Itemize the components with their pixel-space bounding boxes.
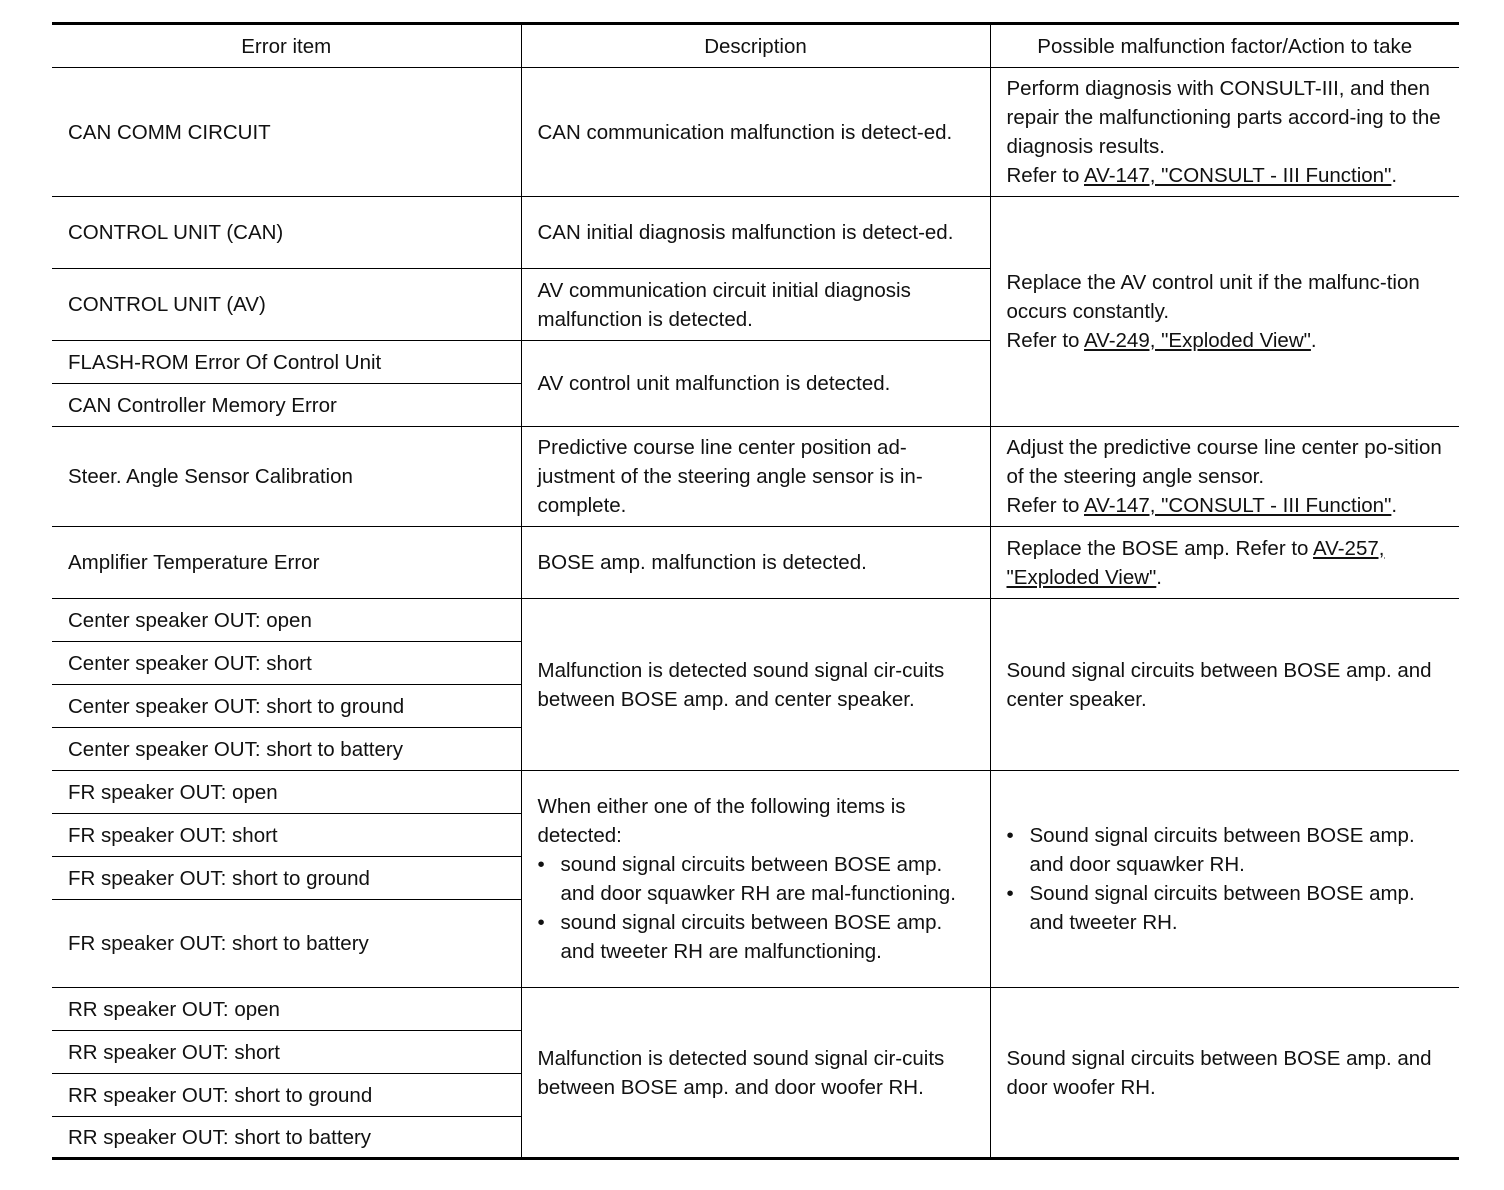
refer-prefix: Refer to [1006, 164, 1084, 187]
error-item-cell: Center speaker OUT: short to battery [52, 728, 521, 771]
description-cell: CAN communication malfunction is detect-ed. [521, 68, 990, 197]
error-item-cell: RR speaker OUT: open [52, 988, 521, 1031]
error-item-cell: RR speaker OUT: short to battery [52, 1117, 521, 1159]
header-error-item: Error item [52, 24, 521, 68]
description-cell: AV communication circuit initial diagnosis malfunction is detected. [521, 269, 990, 341]
reference-link[interactable]: AV-257, "Exploded View" [1006, 536, 1385, 589]
description-intro: When either one of the following items is detected: [537, 795, 906, 847]
error-item-cell: Steer. Angle Sensor Calibration [52, 427, 521, 527]
header-action: Possible malfunction factor/Action to take [990, 24, 1459, 68]
error-item-cell: FR speaker OUT: short to ground [52, 857, 521, 900]
reference-link[interactable]: AV-249, "Exploded View" [1084, 329, 1311, 352]
error-item-cell: FR speaker OUT: short to battery [52, 900, 521, 988]
action-text: Replace the AV control unit if the malfunc-tion occurs constantly. [1006, 271, 1420, 323]
error-item-cell: CONTROL UNIT (AV) [52, 269, 521, 341]
refer-suffix: . [1391, 494, 1398, 517]
action-cell: Sound signal circuits between BOSE amp. and center speaker. [990, 599, 1459, 771]
table-row [52, 427, 1459, 527]
description-cell: Predictive course line center position ad-justment of the steering angle sensor is in-complete. [521, 427, 990, 527]
action-text: Adjust the predictive course line center po-sition of the steering angle sensor. [1006, 436, 1442, 488]
description-cell: Malfunction is detected sound signal cir-cuits between BOSE amp. and door woofer RH. [521, 988, 990, 1159]
action-text: Perform diagnosis with CONSULT-III, and then repair the malfunctioning parts accord-ing to the diagnosis results. [1006, 77, 1441, 158]
error-item-cell: Center speaker OUT: short [52, 642, 521, 685]
error-item-cell: FR speaker OUT: short [52, 814, 521, 857]
description-cell: Malfunction is detected sound signal cir-cuits between BOSE amp. and center speaker. [521, 599, 990, 771]
table-row [52, 599, 1459, 642]
action-cell [990, 427, 1459, 527]
table-row [52, 68, 1459, 197]
list-item: • Sound signal circuits between BOSE amp. and door squawker RH. [1007, 821, 1450, 879]
refer-suffix: . [1156, 565, 1162, 589]
error-item-cell: CAN Controller Memory Error [52, 384, 521, 427]
refer-prefix: Refer to [1006, 494, 1084, 517]
action-cell [990, 197, 1459, 427]
action-cell [990, 771, 1459, 988]
error-item-cell: Center speaker OUT: open [52, 599, 521, 642]
description-cell: AV control unit malfunction is detected. [521, 341, 990, 427]
header-description: Description [521, 24, 990, 68]
table-row [52, 988, 1459, 1031]
table-row [52, 527, 1459, 599]
error-item-cell: Amplifier Temperature Error [52, 527, 521, 599]
list-item: • Sound signal circuits between BOSE amp. and tweeter RH. [1007, 879, 1450, 937]
table-header-row [52, 24, 1459, 68]
error-item-cell: CAN COMM CIRCUIT [52, 68, 521, 197]
list-item: • sound signal circuits between BOSE amp. and tweeter RH are malfunctioning. [538, 908, 980, 966]
error-item-cell: RR speaker OUT: short [52, 1031, 521, 1074]
description-bullet-list [538, 850, 980, 966]
reference-link[interactable]: AV-147, "CONSULT - III Function" [1084, 164, 1392, 187]
reference-link[interactable]: AV-147, "CONSULT - III Function" [1084, 494, 1392, 517]
action-text: Replace the BOSE amp. Refer to [1006, 536, 1314, 560]
list-item: • sound signal circuits between BOSE amp. and door squawker RH are mal-functioning. [538, 850, 980, 908]
table-row [52, 197, 1459, 269]
action-cell [990, 527, 1459, 599]
refer-suffix: . [1391, 164, 1398, 187]
error-item-cell: CONTROL UNIT (CAN) [52, 197, 521, 269]
description-cell: CAN initial diagnosis malfunction is detect-ed. [521, 197, 990, 269]
refer-suffix: . [1310, 329, 1317, 352]
error-item-cell: FLASH-ROM Error Of Control Unit [52, 341, 521, 384]
error-item-cell: Center speaker OUT: short to ground [52, 685, 521, 728]
description-cell [521, 771, 990, 988]
error-item-cell: FR speaker OUT: open [52, 771, 521, 814]
error-item-table [52, 22, 1459, 1160]
error-item-cell: RR speaker OUT: short to ground [52, 1074, 521, 1117]
table-row [52, 771, 1459, 814]
refer-prefix: Refer to [1006, 329, 1084, 352]
action-cell: Sound signal circuits between BOSE amp. and door woofer RH. [990, 988, 1459, 1159]
action-bullet-list [1007, 821, 1450, 937]
description-cell: BOSE amp. malfunction is detected. [521, 527, 990, 599]
action-cell [990, 68, 1459, 197]
